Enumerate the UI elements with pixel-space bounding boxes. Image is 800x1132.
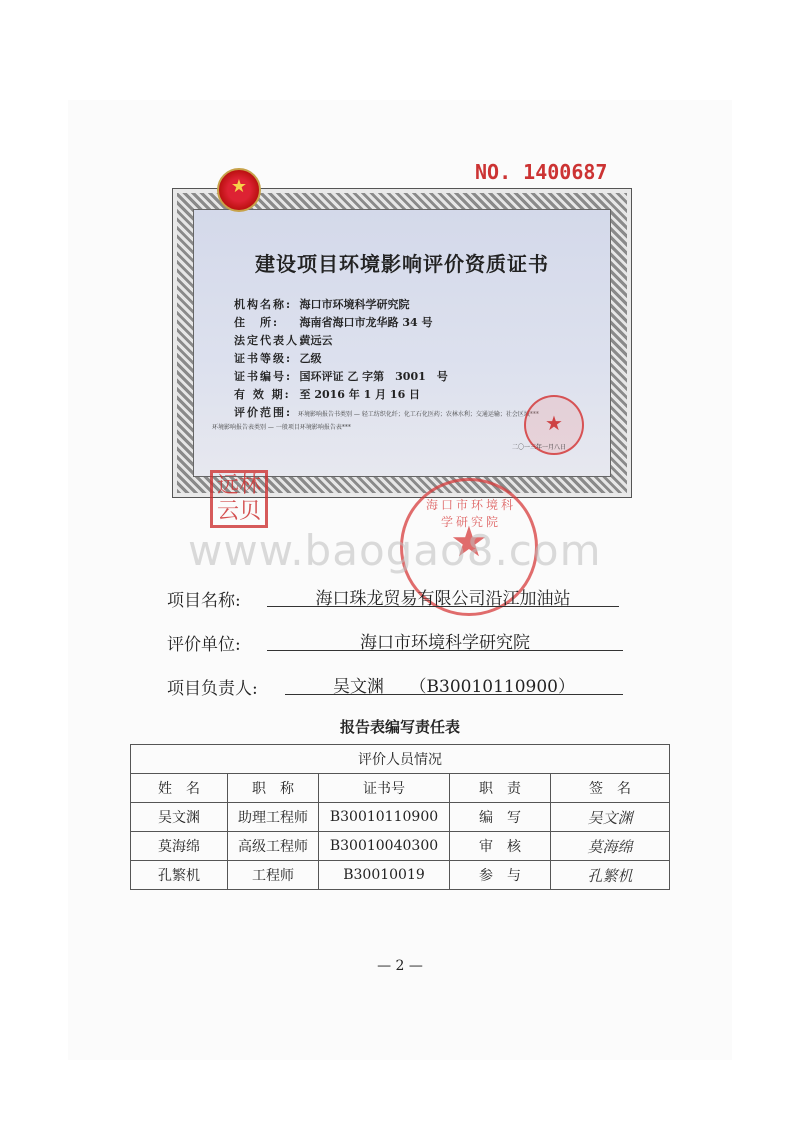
row-label: 有 效 期: bbox=[234, 388, 291, 401]
signature: 莫海绵 bbox=[551, 832, 670, 861]
row-label: 证书等级: bbox=[234, 352, 293, 365]
table-row bbox=[131, 861, 670, 890]
certificate-number: NO. 1400687 bbox=[475, 160, 608, 184]
row-label: 住 所: bbox=[234, 316, 280, 329]
table-title: 报告表编写责任表 bbox=[339, 718, 460, 736]
column-header: 职 称 bbox=[228, 774, 319, 803]
certificate-title: 建设项目环境影响评价资质证书 bbox=[255, 252, 549, 276]
row-label: 评价范围: bbox=[234, 406, 293, 419]
project-leader-label: 项目负责人: bbox=[167, 679, 258, 699]
project-name-row bbox=[167, 586, 571, 611]
national-emblem-icon bbox=[217, 168, 261, 212]
evaluation-unit-value: 海口市环境科学研究院 bbox=[267, 628, 623, 651]
institute-seal-text: 海口市环境科学研究院 bbox=[426, 498, 517, 529]
table-cell: 高级工程师 bbox=[228, 832, 319, 861]
certificate-row bbox=[234, 386, 420, 402]
row-label: 机构名称: bbox=[234, 298, 293, 311]
responsibility-table bbox=[130, 744, 670, 890]
certificate-row bbox=[234, 368, 448, 384]
table-cell: B30010019 bbox=[319, 861, 450, 890]
table-group-header: 评价人员情况 bbox=[131, 745, 670, 774]
row-value: 至 2016 年 1 月 16 日 bbox=[299, 388, 421, 401]
column-header: 签 名 bbox=[551, 774, 670, 803]
table-row bbox=[131, 803, 670, 832]
table-header-row bbox=[131, 774, 670, 803]
certificate-row bbox=[234, 332, 333, 348]
page-number: — 2 — bbox=[377, 958, 423, 974]
table-cell: B30010040300 bbox=[319, 832, 450, 861]
project-leader-row bbox=[167, 674, 575, 699]
issue-date: 二〇一三年一月八日 bbox=[512, 444, 567, 451]
signature: 孔繁机 bbox=[551, 861, 670, 890]
evaluation-unit-row bbox=[167, 630, 530, 655]
row-value: 国环评证 乙 字第 3001 号 bbox=[299, 370, 448, 383]
table-cell: 吴文渊 bbox=[131, 803, 228, 832]
project-name-value: 海口珠龙贸易有限公司沿江加油站 bbox=[267, 584, 619, 607]
watermark: www.baogao8.com bbox=[188, 526, 602, 575]
row-value: 海南省海口市龙华路 34 号 bbox=[299, 316, 433, 329]
certificate-row bbox=[234, 350, 322, 366]
project-leader-value: 吴文渊 （B30010110900） bbox=[285, 672, 623, 695]
row-value: 乙级 bbox=[299, 352, 322, 365]
scope-line: 环境影响报告表类别 — 一般项目环境影响报告表*** bbox=[212, 424, 351, 431]
row-label: 法定代表人: bbox=[234, 334, 306, 347]
evaluation-unit-label: 评价单位: bbox=[167, 635, 241, 655]
table-row bbox=[131, 832, 670, 861]
certificate-row bbox=[234, 296, 410, 312]
column-header: 职 责 bbox=[450, 774, 551, 803]
column-header: 姓 名 bbox=[131, 774, 228, 803]
scope-line: 环境影响报告书类别 — 轻工纺织化纤；化工石化医药；农林水利；交通运输；社会区域*** bbox=[298, 411, 539, 418]
signature: 吴文渊 bbox=[551, 803, 670, 832]
column-header: 证书号 bbox=[319, 774, 450, 803]
personal-stamp: 远林云贝 bbox=[210, 470, 268, 528]
table-cell: B30010110900 bbox=[319, 803, 450, 832]
table-cell: 工程师 bbox=[228, 861, 319, 890]
certificate-row bbox=[234, 314, 432, 330]
project-name-label: 项目名称: bbox=[167, 591, 241, 611]
table-cell: 孔繁机 bbox=[131, 861, 228, 890]
row-value: 海口市环境科学研究院 bbox=[299, 298, 410, 311]
certificate-row bbox=[234, 404, 296, 420]
table-cell: 莫海绵 bbox=[131, 832, 228, 861]
table-cell: 参 与 bbox=[450, 861, 551, 890]
row-value: 黄远云 bbox=[299, 334, 333, 347]
table-cell: 助理工程师 bbox=[228, 803, 319, 832]
table-cell: 审 核 bbox=[450, 832, 551, 861]
table-cell: 编 写 bbox=[450, 803, 551, 832]
row-label: 证书编号: bbox=[234, 370, 293, 383]
